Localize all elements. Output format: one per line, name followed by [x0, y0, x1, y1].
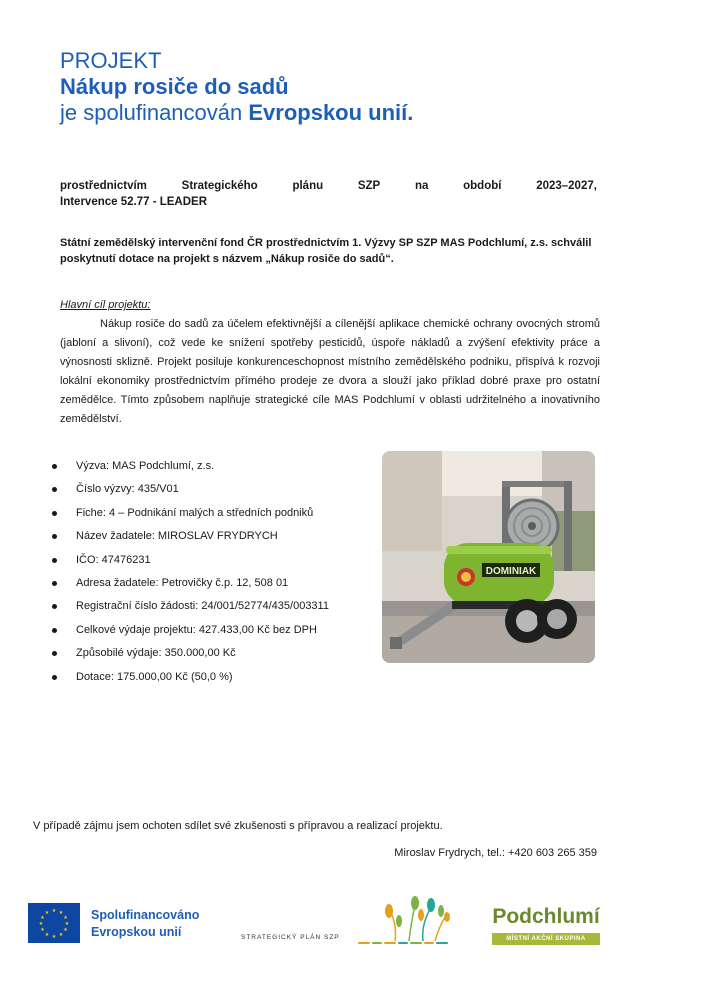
bullet-icon [52, 604, 57, 609]
page-title [60, 48, 660, 126]
eu-text-line2: Evropskou unií [91, 925, 182, 939]
svg-text:★: ★ [38, 921, 44, 927]
detail-text: Název žadatele: MIROSLAV FRYDRYCH [76, 530, 278, 543]
detail-text: Adresa žadatele: Petrovičky č.p. 12, 508 01 [76, 576, 289, 589]
szp-caption: STRATEGICKÝ PLÁN SZP [241, 934, 340, 941]
bullet-icon [52, 464, 57, 469]
title-cofinanced-prefix: je spolufinancován [60, 100, 249, 125]
detail-text: Způsobilé výdaje: 350.000,00 Kč [76, 647, 236, 660]
list-item [46, 529, 376, 552]
strategy-word: plánu [292, 180, 324, 192]
signature: Miroslav Frydrych, tel.: +420 603 265 359 [394, 847, 597, 859]
detail-text: Registrační číslo žádosti: 24/001/52774/435/003311 [76, 600, 329, 613]
bullet-icon [52, 511, 57, 516]
svg-text:★: ★ [40, 927, 45, 933]
list-item [46, 646, 376, 669]
title-cofinanced-eu: Evropskou unií. [248, 100, 414, 125]
mas-logo-subtitle: MÍSTNÍ AKČNÍ SKUPINA [492, 933, 600, 945]
sprayer-brand-text: DOMINIAK [485, 566, 537, 577]
bullet-icon [52, 558, 57, 563]
detail-text: Číslo výzvy: 435/V01 [76, 483, 179, 496]
mas-podchlumi-logo [490, 905, 602, 947]
bullet-icon [52, 628, 57, 633]
svg-text:★: ★ [51, 908, 57, 914]
title-line-project: PROJEKT [60, 48, 162, 73]
strategy-statement [60, 178, 597, 210]
svg-text:★: ★ [58, 932, 64, 938]
bullet-icon [52, 534, 57, 539]
closing-statement: V případě zájmu jsem ochoten sdílet své zkušenosti s přípravou a realizací projektu. [33, 820, 443, 832]
list-item [46, 459, 376, 482]
project-goal [60, 296, 600, 429]
goal-label: Hlavní cíl projektu: [60, 299, 151, 311]
list-item [46, 670, 376, 693]
list-item [46, 482, 376, 505]
list-item [46, 553, 376, 576]
project-details-list [46, 459, 376, 693]
svg-text:★: ★ [63, 927, 68, 933]
svg-text:★: ★ [51, 934, 57, 940]
bullet-icon [52, 675, 57, 680]
detail-text: Výzva: MAS Podchlumí, z.s. [76, 460, 215, 472]
eu-flag-icon [28, 903, 80, 943]
szp-logo-icon [355, 895, 467, 947]
svg-text:★: ★ [64, 921, 70, 927]
sprayer-photo [382, 451, 595, 663]
strategy-word: prostřednictvím [60, 180, 147, 192]
bullet-icon [52, 487, 57, 492]
detail-text: IČO: 47476231 [76, 553, 151, 566]
eu-text-line1: Spolufinancováno [91, 908, 200, 922]
strategy-word: Strategického [181, 180, 258, 192]
strategy-line-2: Intervence 52.77 - LEADER [60, 196, 208, 208]
bullet-icon [52, 581, 57, 586]
list-item [46, 576, 376, 599]
svg-text:★: ★ [63, 915, 68, 921]
strategy-line-1 [60, 178, 597, 194]
title-line-cofinanced [60, 100, 660, 126]
mas-logo-name: Podchlumí [492, 905, 600, 928]
title-line-name: Nákup rosiče do sadů [60, 74, 289, 99]
list-item [46, 506, 376, 529]
goal-text: Nákup rosiče do sadů za účelem efektivnější a cílenější aplikace chemické ochrany ovocných stromů (jabloní a slivoní), což vede ke snížení spotřeby pesticidů, úspoře nákladů a zvýšení efektivity práce a výnosnosti sklizně. Projekt posiluje konkurenceschopnost místního zemědělského podniku, přispívá k rozvoji lokální ekonomiky prostřednictvím přímého prodeje ze dvora a slouží jako příklad dobré praxe pro ostatní zemědělce. Tímto způsobem naplňuje strategické cíle MAS Podchlumí v oblasti udržitelného a inovativního zemědělství. [60, 318, 600, 425]
svg-text:★: ★ [44, 910, 50, 916]
strategy-word: SZP [357, 180, 381, 192]
svg-text:★: ★ [40, 915, 45, 921]
strategy-word: období [463, 180, 502, 192]
detail-text: Dotace: 175.000,00 Kč (50,0 %) [76, 670, 233, 683]
svg-text:★: ★ [44, 932, 50, 938]
bullet-icon [52, 651, 57, 656]
detail-text: Celkové výdaje projektu: 427.433,00 Kč bez DPH [76, 623, 317, 636]
strategy-word: na [414, 180, 429, 192]
list-item [46, 599, 376, 622]
approval-statement: Státní zemědělský intervenční fond ČR prostřednictvím 1. Výzvy SP SZP MAS Podchlumí, z.s. schválil poskytnutí dotace na projekt s názvem „Nákup rosiče do sadů“. [60, 237, 592, 265]
detail-text: Fiche: 4 – Podnikání malých a středních podniků [76, 506, 314, 519]
svg-text:★: ★ [58, 910, 64, 916]
strategy-word: 2023–2027, [536, 180, 597, 192]
eu-cofinanced-logo-text [91, 907, 199, 941]
list-item [46, 623, 376, 646]
